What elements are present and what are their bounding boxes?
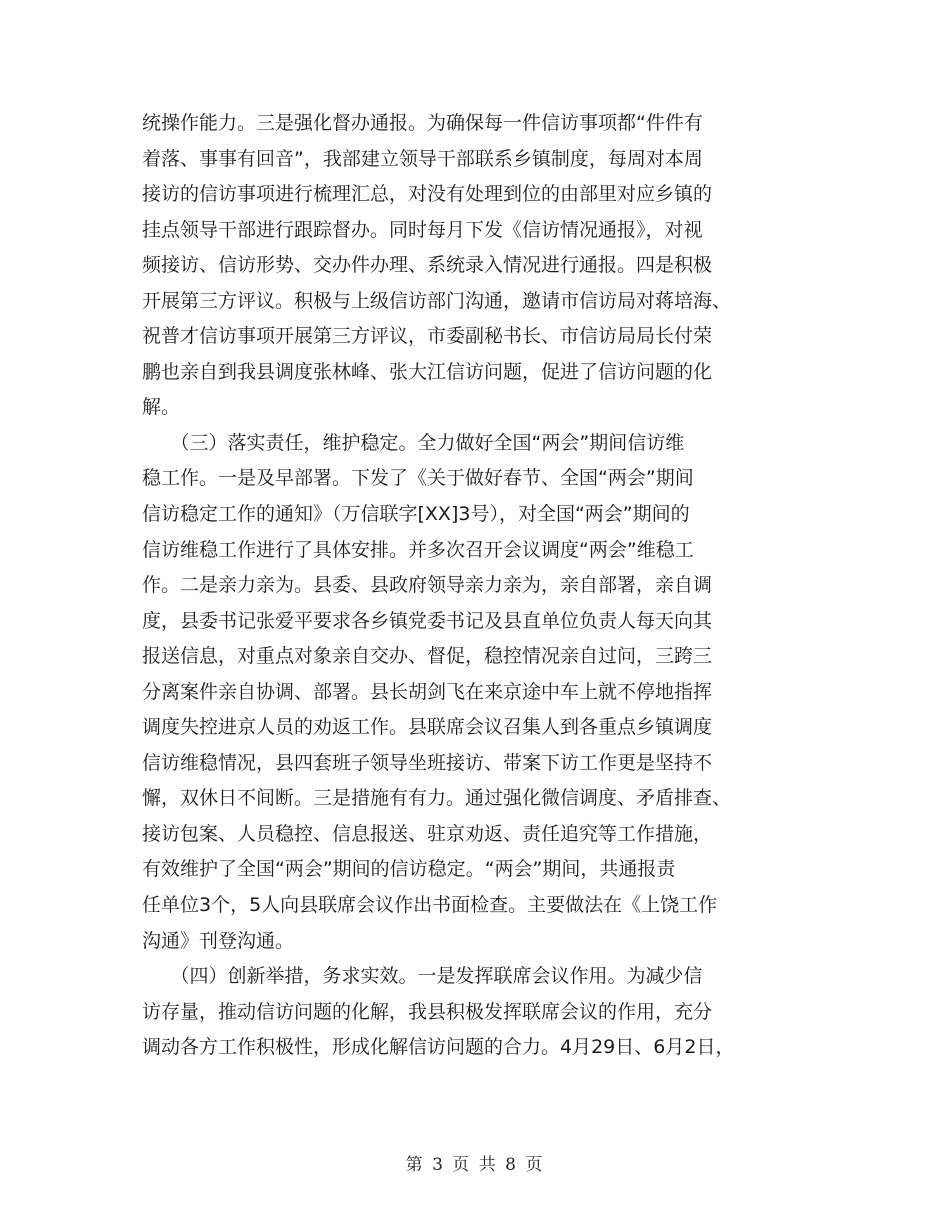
text-line: 任单位3个，5人向县联席会议作出书面检查。主要做法在《上饶工作 [142,894,718,917]
text-line: 报送信息，对重点对象亲自交办、督促，稳控情况亲自过问，三跨三 [142,645,713,668]
text-line: 挂点领导干部进行跟踪督办。同时每月下发《信访情况通报》，对视 [142,218,703,241]
text-line: 懈，双休日不间断。三是措施有有力。通过强化微信调度、矛盾排查、 [142,787,732,810]
text-line: 信访维稳情况，县四套班子领导坐班接访、带案下访工作更是坚持不 [142,751,713,774]
section-three-heading-line: （三）落实责任，维护稳定。全力做好全国“两会”期间信访维 [142,431,685,454]
text-line: 祝普才信访事项开展第三方评议，市委副秘书长、市信访局局长付荣 [142,325,713,348]
text-line: 着落、事事有回音”，我部建立领导干部联系乡镇制度，每周对本周 [142,147,703,170]
text-line: 解。 [142,396,181,419]
text-line: 度，县委书记张爱平要求各乡镇党委书记及县直单位负责人每天向其 [142,609,713,632]
body-text [142,106,822,1066]
text-line: 信访维稳工作进行了具体安排。并多次召开会议调度“两会”维稳工 [142,538,694,561]
text-line: 统操作能力。三是强化督办通报。为确保每一件信访事项都“件件有 [142,112,703,134]
text-line: 调度失控进京人员的劝返工作。县联席会议召集人到各重点乡镇调度 [142,716,713,739]
text-line: 频接访、信访形势、交办件办理、系统录入情况进行通报。四是积极 [142,254,713,277]
text-line: 接访包案、人员稳控、信息报送、驻京劝返、责任追究等工作措施， [142,822,713,845]
text-line: 稳工作。一是及早部署。下发了《关于做好春节、全国“两会”期间 [142,467,694,490]
text-line: 信访稳定工作的通知》（万信联字[XX]3号），对全国“两会”期间的 [142,503,690,526]
text-line: 分离案件亲自协调、部署。县长胡剑飞在来京途中车上就不停地指挥 [142,680,713,703]
page-number-footer: 第 3 页 共 8 页 [405,1155,545,1175]
text-line: 开展第三方评议。积极与上级信访部门沟通，邀请市信访局对蒋培海、 [142,289,732,312]
text-line: 沟通》刊登沟通。 [142,929,295,952]
section-four-heading-line: （四）创新举措，务求实效。一是发挥联席会议作用。为减少信 [142,965,703,988]
text-line: 鹏也亲自到我县调度张林峰、张大江信访问题，促进了信访问题的化 [142,360,713,383]
text-line: 作。二是亲力亲为。县委、县政府领导亲力亲为，亲自部署，亲自调 [142,574,713,597]
text-line: 接访的信访事项进行梳理汇总，对没有处理到位的由部里对应乡镇的 [142,183,713,206]
text-line: 有效维护了全国“两会”期间的信访稳定。“两会”期间，共通报责 [142,858,676,881]
text-line: 访存量，推动信访问题的化解，我县积极发挥联席会议的作用，充分 [142,1000,713,1023]
text-line: 调动各方工作积极性，形成化解信访问题的合力。4月29日、6月2日， [142,1036,735,1059]
